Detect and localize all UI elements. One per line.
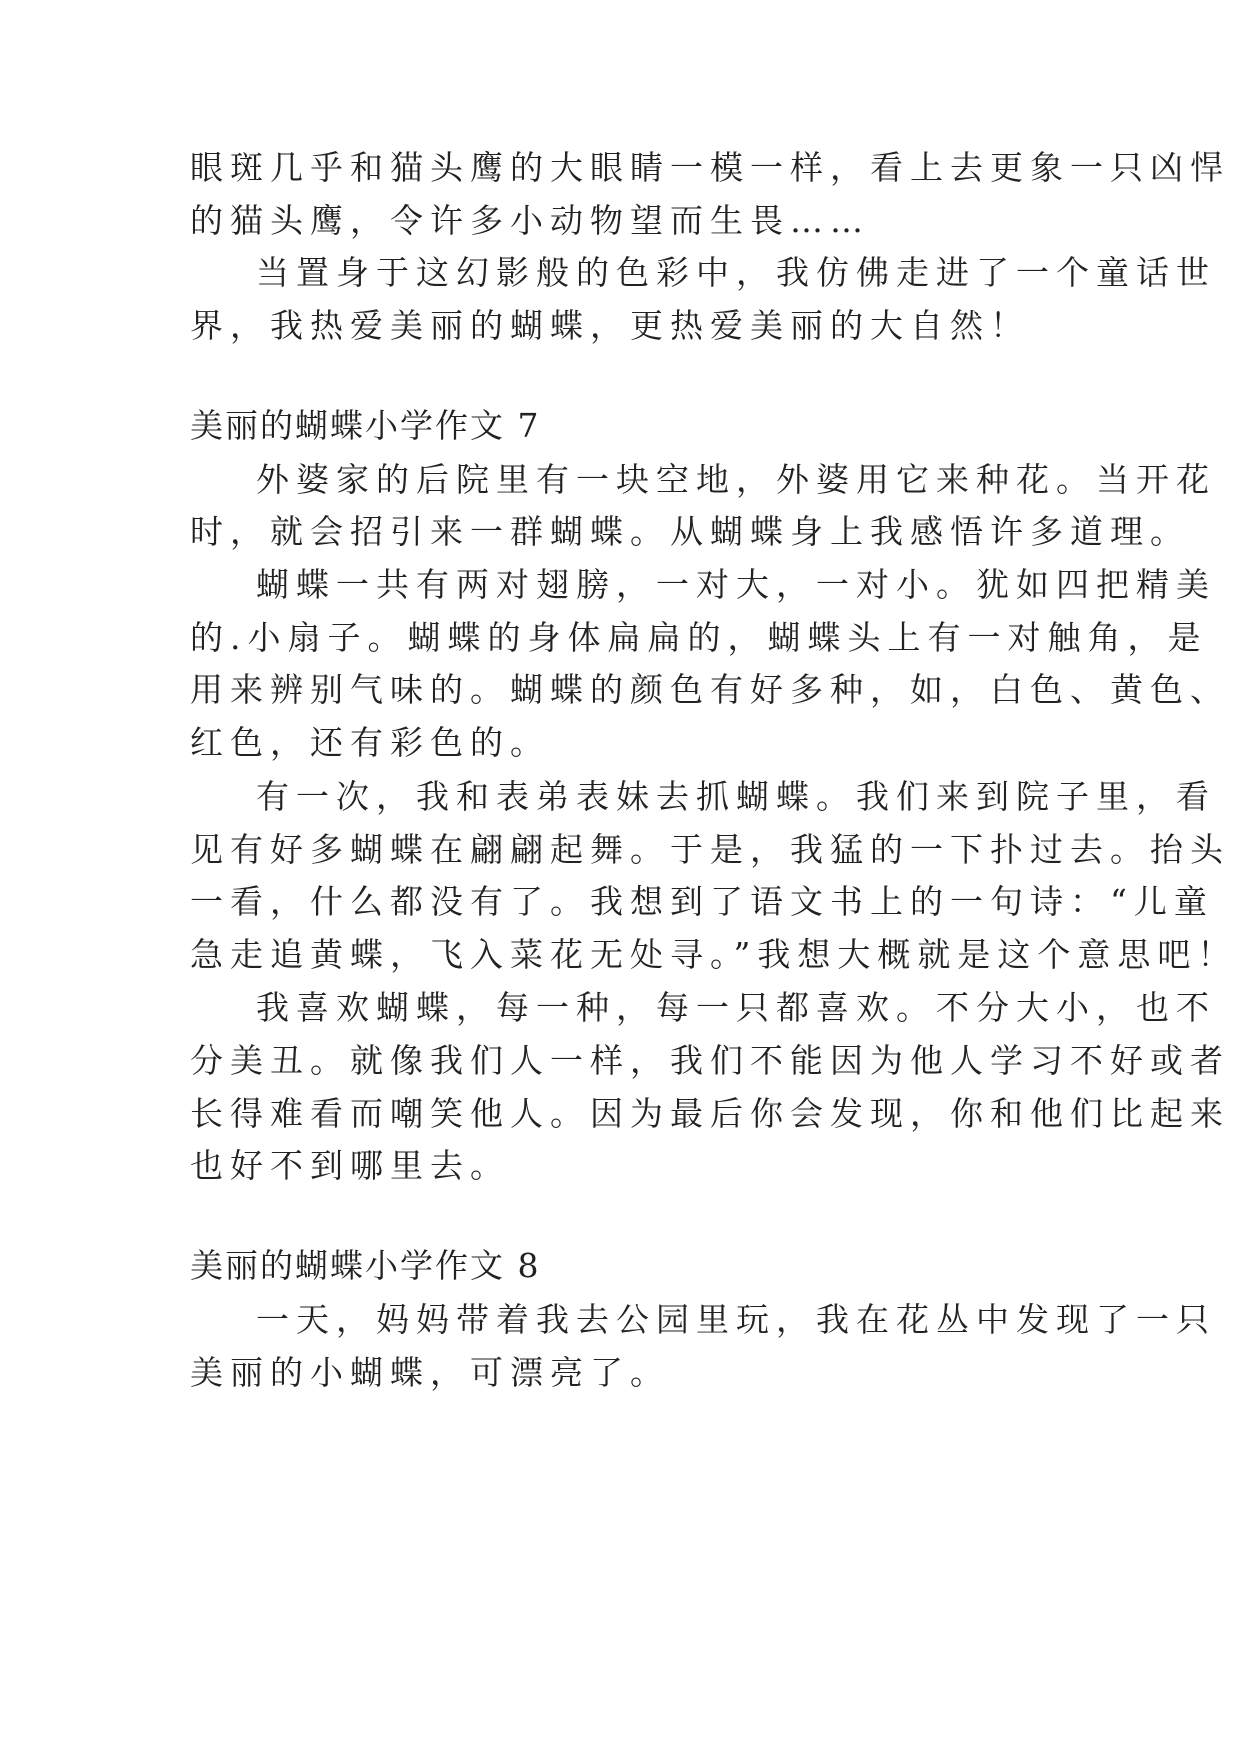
paragraph-line: 有一次，我和表弟表妹去抓蝴蝶。我们来到院子里，看 — [256, 777, 1216, 816]
paragraph-line: 外婆家的后院里有一块空地，外婆用它来种花。当开花 — [256, 460, 1216, 499]
paragraph-line: 急走追黄蝶，飞入菜花无处寻。”我想大概就是这个意思吧！ — [190, 935, 1238, 974]
paragraph-line: 也好不到哪里去。 — [190, 1146, 510, 1185]
essay-heading-7: 美丽的蝴蝶小学作文 7 — [190, 406, 541, 445]
paragraph-line: 长得难看而嘲笑他人。因为最后你会发现，你和他们比起来 — [190, 1094, 1230, 1133]
paragraph-line: 红色，还有彩色的。 — [190, 723, 550, 762]
paragraph-line: 的猫头鹰，令许多小动物望而生畏…… — [190, 201, 870, 240]
paragraph-line: 我喜欢蝴蝶，每一种，每一只都喜欢。不分大小，也不 — [256, 988, 1216, 1027]
paragraph-line: 眼斑几乎和猫头鹰的大眼睛一模一样，看上去更象一只凶悍 — [190, 148, 1230, 187]
paragraph-line: 时，就会招引来一群蝴蝶。从蝴蝶身上我感悟许多道理。 — [190, 512, 1190, 551]
essay-heading-8: 美丽的蝴蝶小学作文 8 — [190, 1246, 541, 1285]
paragraph-line: 用来辨别气味的。蝴蝶的颜色有好多种，如，白色、黄色、 — [190, 670, 1230, 709]
paragraph-line: 分美丑。就像我们人一样，我们不能因为他人学习不好或者 — [190, 1041, 1230, 1080]
paragraph-line: 的.小扇子。蝴蝶的身体扁扁的，蝴蝶头上有一对触角，是 — [190, 618, 1208, 657]
paragraph-line: 界，我热爱美丽的蝴蝶，更热爱美丽的大自然！ — [190, 306, 1030, 345]
paragraph-line: 当置身于这幻影般的色彩中，我仿佛走进了一个童话世 — [256, 253, 1216, 292]
paragraph-line: 一看，什么都没有了。我想到了语文书上的一句诗：“儿童 — [190, 882, 1214, 921]
paragraph-line: 美丽的小蝴蝶，可漂亮了。 — [190, 1353, 670, 1392]
paragraph-line: 一天，妈妈带着我去公园里玩，我在花丛中发现了一只 — [256, 1300, 1216, 1339]
paragraph-line: 见有好多蝴蝶在翩翩起舞。于是，我猛的一下扑过去。抬头 — [190, 830, 1230, 869]
paragraph-line: 蝴蝶一共有两对翅膀，一对大，一对小。犹如四把精美 — [256, 565, 1216, 604]
